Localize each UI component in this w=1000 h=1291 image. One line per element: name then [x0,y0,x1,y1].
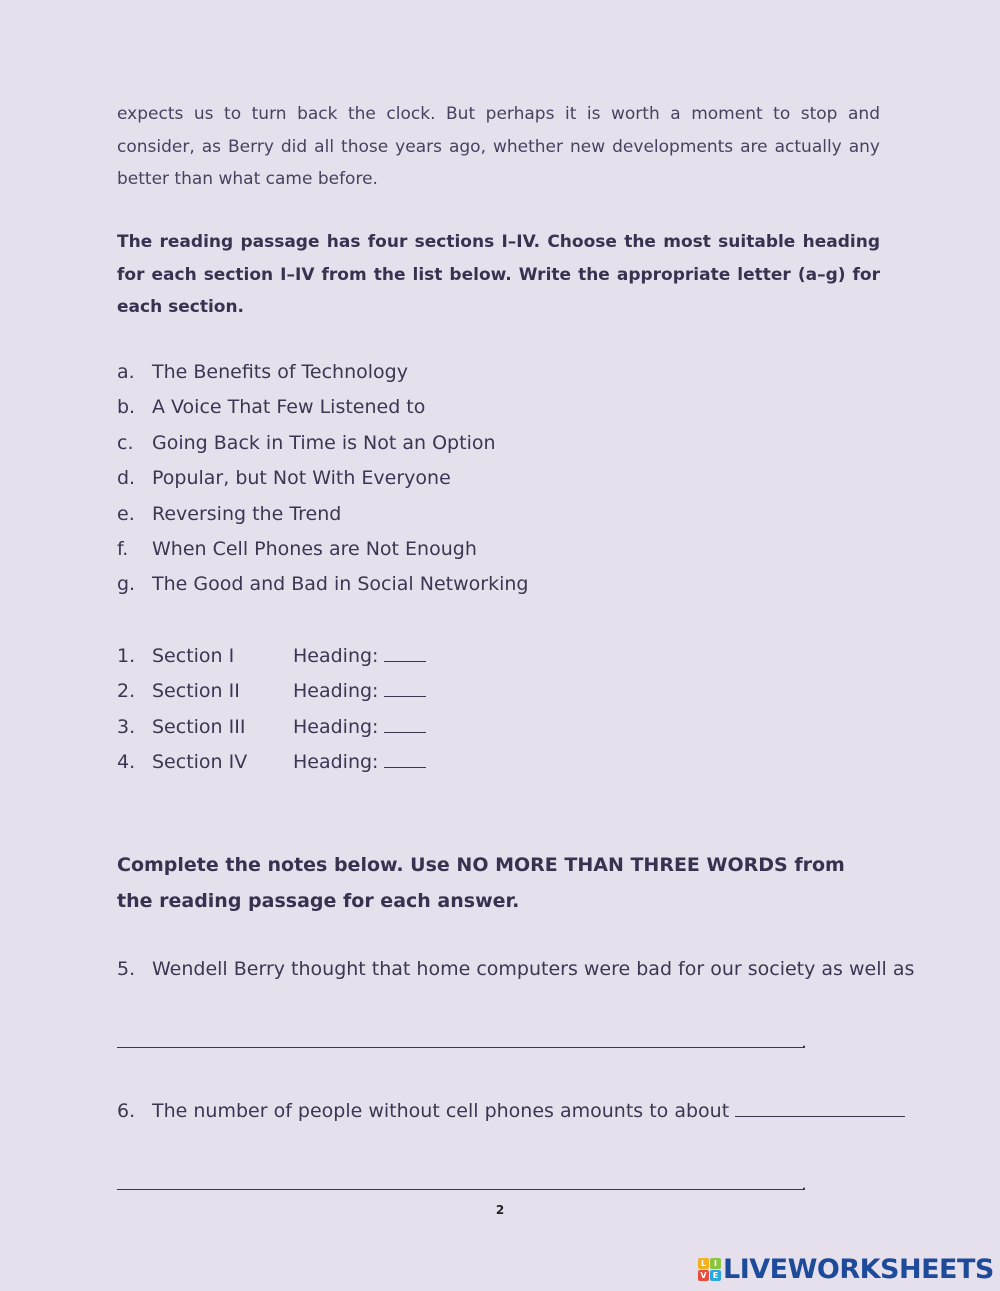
question-5 [117,954,914,984]
option-letter: g. [117,573,136,596]
liveworksheets-logo[interactable] [698,1252,994,1286]
answer-line-6[interactable] [117,1189,803,1190]
question-number: 5. [117,958,136,980]
answer-blank-6-inline[interactable] [735,1098,905,1117]
section-name: Section IV [152,751,248,774]
heading-answer-blank[interactable] [384,643,426,662]
section-row-2 [117,674,426,709]
section-answer-list [117,639,426,781]
logo-grid-icon [698,1258,721,1281]
heading-answer-blank[interactable] [384,714,426,733]
notes-instructions: Complete the notes below. Use NO MORE THAN THREE WORDS from the reading passage for each answer. [117,854,845,912]
question-text: Wendell Berry thought that home computers were bad for our society as well as [152,958,915,980]
heading-answer-blank[interactable] [384,678,426,697]
section-name: Section III [152,715,246,738]
question-6 [117,1096,905,1126]
section-number: 3. [117,715,136,738]
heading-label: Heading: [293,645,379,667]
heading-label: Heading: [293,715,379,738]
heading-label: Heading: [293,751,379,774]
option-text: Popular, but Not With Everyone [152,467,451,490]
answer-period: . [801,1173,808,1195]
option-letter: f. [117,537,129,560]
option-text: The Good and Bad in Social Networking [152,573,529,596]
answer-line-5[interactable] [117,1047,803,1048]
section-name: Section I [152,645,235,667]
logo-wordmark: LIVEWORKSHEETS [723,1253,994,1285]
logo-tile-icon: L [698,1258,709,1269]
headings-list [117,355,528,603]
section-number: 2. [117,680,136,703]
logo-tile-icon: I [710,1258,721,1269]
heading-option-a [117,355,528,390]
section-name: Section II [152,680,240,703]
heading-answer-blank[interactable] [384,749,426,768]
answer-period: . [801,1031,808,1053]
heading-option-g [117,567,528,602]
heading-option-b [117,390,528,425]
question-number: 6. [117,1100,136,1122]
option-text: A Voice That Few Listened to [152,396,426,419]
headings-instructions: The reading passage has four sections I–IV. Choose the most suitable heading for each section I–IV from the list below. Write the appropriate letter (a–g) for each section. [117,232,880,317]
section-row-3 [117,710,426,745]
section-row-1 [117,639,426,674]
section-row-4 [117,745,426,780]
option-text: Reversing the Trend [152,502,342,525]
heading-option-e [117,497,528,532]
passage-paragraph: expects us to turn back the clock. But perhaps it is worth a moment to stop and consider, as Berry did all those years ago, whether new developments are actually any better than what came before. [117,104,880,189]
option-text: Going Back in Time is Not an Option [152,431,496,454]
logo-tile-icon: E [710,1270,721,1281]
section-number: 1. [117,645,136,667]
option-letter: c. [117,431,134,454]
option-text: The Benefits of Technology [152,361,408,383]
heading-option-f [117,532,528,567]
logo-tile-icon: V [698,1270,709,1281]
page-number: 2 [495,1203,505,1217]
heading-option-c [117,426,528,461]
option-letter: d. [117,467,136,490]
option-letter: e. [117,502,135,525]
option-text: When Cell Phones are Not Enough [152,537,477,560]
heading-option-d [117,461,528,496]
section-number: 4. [117,751,136,774]
option-letter: a. [117,361,135,383]
option-letter: b. [117,396,136,419]
heading-label: Heading: [293,680,379,703]
question-text: The number of people without cell phones amounts to about [152,1100,730,1122]
